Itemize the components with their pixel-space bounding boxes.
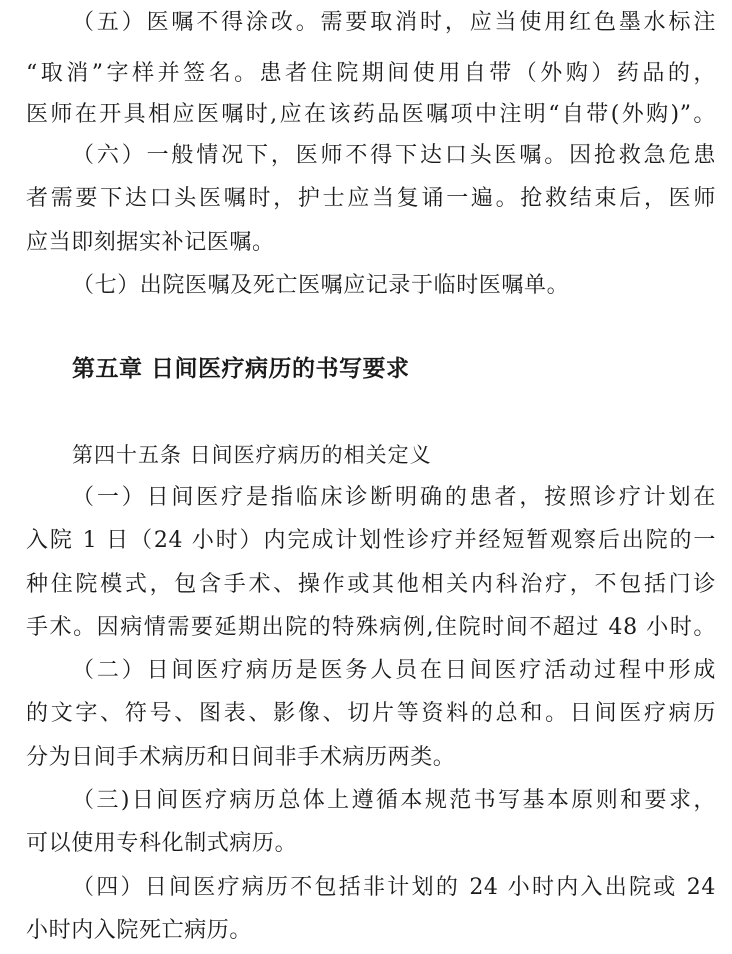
item3-line2: 可以使用专科化制式病历。 (26, 831, 298, 856)
item2-line1: （二）日间医疗病历是医务人员在日间医疗活动过程中形成 (72, 658, 716, 683)
item4-line2: 小时内入院死亡病历。 (26, 918, 253, 943)
item2-line2: 的文字、符号、图表、影像、切片等资料的总和。日间医疗病历 (26, 701, 716, 726)
item3-line1: （三)日间医疗病历总体上遵循本规范书写基本原则和要求， (72, 788, 716, 813)
item1-line2: 入院 1 日（24 小时）内完成计划性诊疗并经短暂观察后出院的一 (26, 528, 716, 553)
para7-line1: （七）出院医嘱及死亡医嘱应记录于临时医嘱单。 (72, 273, 570, 298)
para5-line3: 医师在开具相应医嘱时,应在该药品医嘱项中注明“自带(外购)”。 (26, 102, 716, 127)
item1-line3: 种住院模式，包含手术、操作或其他相关内科治疗，不包括门诊 (26, 572, 716, 597)
para5-line2: “取消”字样并签名。患者住院期间使用自带（外购）药品的， (26, 61, 716, 86)
item1-line4: 手术。因病情需要延期出院的特殊病例,住院时间不超过 48 小时。 (26, 615, 716, 640)
para6-line3: 应当即刻据实补记医嘱。 (26, 230, 275, 255)
para6-line2: 者需要下达口头医嘱时，护士应当复诵一遍。抢救结束后，医师 (26, 186, 716, 211)
article-title: 第四十五条 日间医疗病历的相关定义 (72, 443, 432, 467)
para6-line1: （六）一般情况下，医师不得下达口头医嘱。因抢救急危患 (72, 143, 716, 168)
item4-line1: （四）日间医疗病历不包括非计划的 24 小时内入出院或 24 (72, 875, 716, 900)
item2-line3: 分为日间手术病历和日间非手术病历两类。 (26, 745, 456, 770)
para5-line1: （五）医嘱不得涂改。需要取消时，应当使用红色墨水标注 (72, 10, 716, 35)
chapter-title: 第五章 日间医疗病历的书写要求 (72, 356, 410, 382)
item1-line1: （一）日间医疗是指临床诊断明确的患者，按照诊疗计划在 (72, 485, 716, 510)
